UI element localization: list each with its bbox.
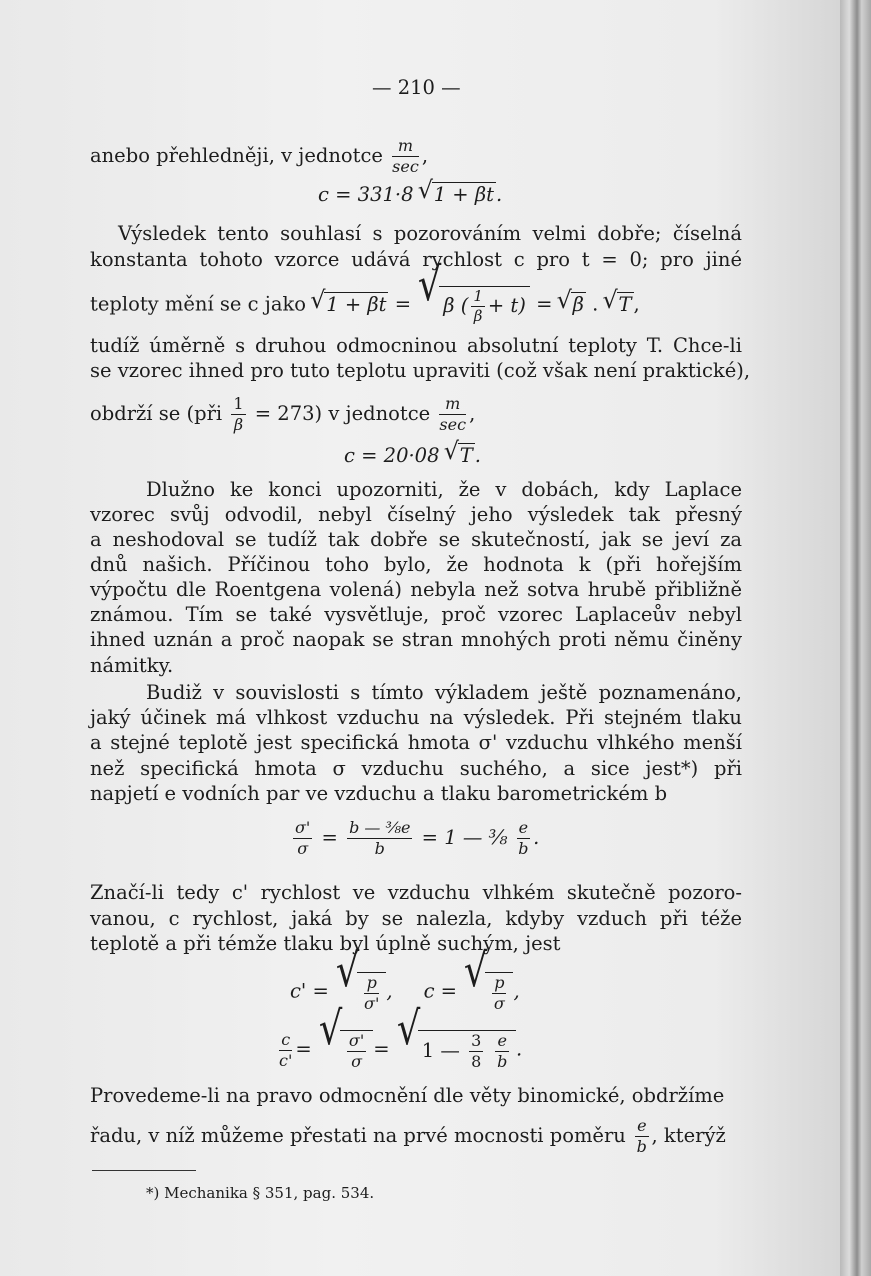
paragraph-line: než specifická hmota σ vzduchu suchého, a sice jest*) při [90,757,742,780]
text-line: anebo přehledněji, v jednotce $\frac{m}{\sec}$ , [90,136,429,176]
footnote-rule [92,1170,196,1171]
paragraph-line: dnů našich. Příčinou toho bylo, že hodnota k (při hořejším [90,553,742,576]
text-line: teploty mění se c jako √ 1 + βt = √ β ( $\frac{1}{\beta}$ + t) = √ β . √ T , [90,286,640,324]
paragraph-line: ihned uznán a proč naopak se stran mnohých proti němu činěny [90,628,742,651]
paragraph-line: vanou, c rychlost, jaká by se nalezla, kdyby vzduch při téže [90,907,742,930]
unit-fraction: $\frac{m}{\sec}$ [392,136,419,176]
paragraph-line: Budiž v souvislosti s tímto výkladem ještě poznamenáno, [146,681,742,704]
paragraph-line: známou. Tím se také vysvětluje, proč vzorec Laplaceův nebyl [90,603,742,626]
paragraph-line: Značí-li tedy c' rychlost ve vzduchu vlhkém skutečně pozoro- [90,881,742,904]
paragraph-line: jaký účinek má vlhkost vzduchu na výsledek. Při stejném tlaku [90,706,742,729]
text-line: obdrží se (při $\frac{1}{\beta}$ = 273) v jednotce $\frac{m}{\sec}$ , [90,394,476,434]
formula-ratio: $\frac{c}{c'}$ = √ $\frac{\sigma'}{\sigma}$ = √ 1 — $\frac{3}{8}$ $\frac{e}{b}$ . [276,1030,522,1070]
paragraph-line: vzorec svůj odvodil, nebyl číselný jeho výsledek tak přesný [90,503,742,526]
paragraph-line: výpočtu dle Roentgena volená) nebyla než sotva hrubě přibližně [90,578,742,601]
paragraph-line: Výsledek tento souhlasí s pozorováním velmi dobře; číselná [118,222,742,245]
formula-c2: c = 20·08 √ T . [344,443,481,468]
paragraph-line: Dlužno ke konci upozorniti, že v dobách, kdy Laplace [146,478,742,501]
paragraph-line: tudíž úměrně s druhou odmocninou absolutní teploty T. Chce-li [90,334,742,357]
paragraph-line: konstanta tohoto vzorce udává rychlost c pro t = 0; pro jiné [90,248,742,271]
paragraph-line: teplotě a při témže tlaku byl úplně suchým, jest [90,932,561,955]
page-number: — 210 — [372,76,461,99]
line-text: anebo přehledněji, v jednotce [90,144,383,167]
page-edge [840,0,871,1276]
paragraph-line: napjetí e vodních par ve vzduchu a tlaku barometrickém b [90,782,668,805]
footnote: *) Mechanika § 351, pag. 534. [146,1184,375,1202]
paragraph-line: Provedeme-li na pravo odmocnění dle věty binomické, obdržíme [90,1084,725,1107]
formula-c: c = 331·8 √ 1 + βt . [318,182,502,207]
formula-velocity: c' = √ $\frac{p}{\sigma'}$ , c = √ $\frac{p}{\sigma}$ , [290,972,520,1012]
paragraph-line: námitky. [90,654,174,677]
paragraph-line: a neshodoval se tudíž tak dobře se skutečností, jak se jeví za [90,528,742,551]
formula-sigma: $\frac{\sigma'}{\sigma}$ = $\frac{\text{b — ⅜e}}{b}$ = 1 — ⅜ $\frac{e}{b}$ . [295,818,540,858]
paragraph-line: se vzorec ihned pro tuto teplotu upraviti (což však není praktické), [90,359,751,382]
text-line: řadu, v níž můžeme přestati na prvé mocnosti poměru $\frac{e}{b}$ , kterýž [90,1116,726,1156]
paragraph-line: a stejné teplotě jest specifická hmota σ' vzduchu vlhkého menší [90,731,742,754]
